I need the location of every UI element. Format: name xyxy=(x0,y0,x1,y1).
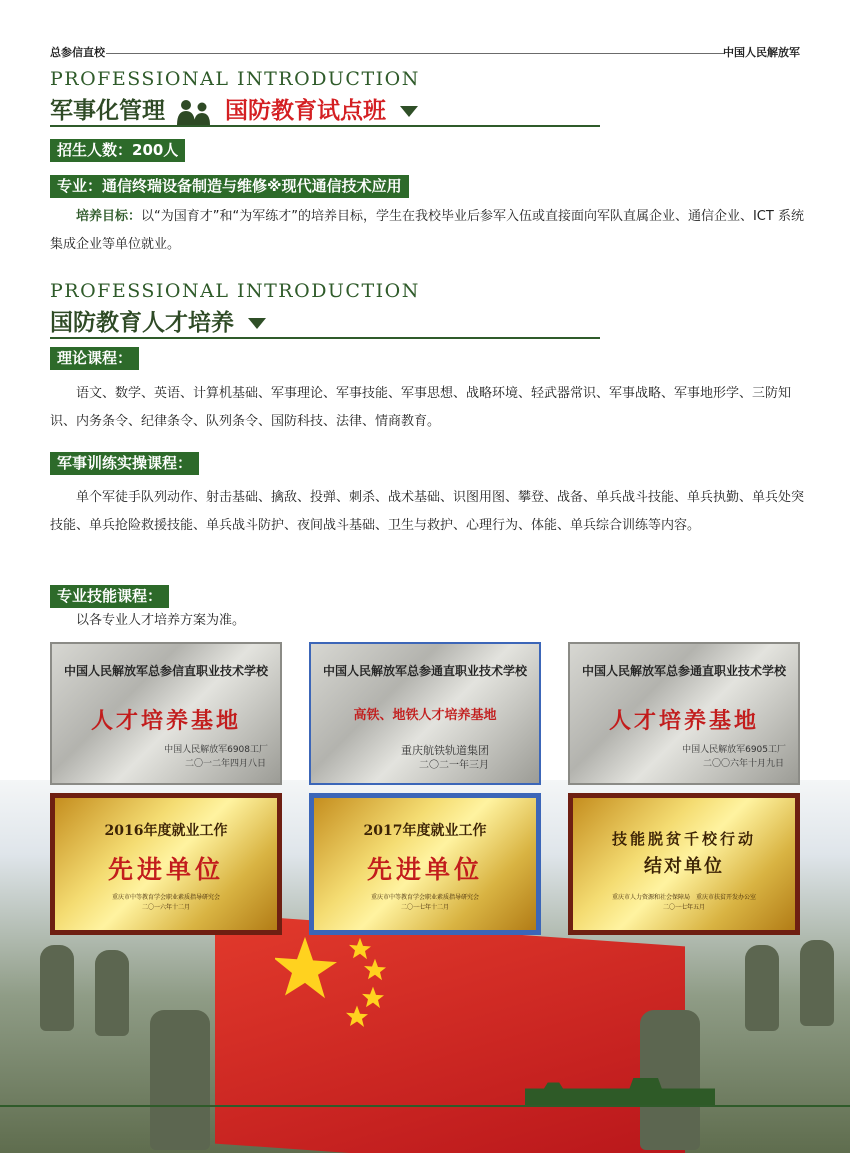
plaque-rail-talent-base xyxy=(309,642,541,785)
plaque-date: 二〇一七年十二月 xyxy=(400,904,449,911)
section1-cn-title xyxy=(50,92,418,125)
plaque-issuer: 重庆市中等教育学会职业素质指导研究会 xyxy=(111,894,220,901)
section1-title-part2: 国防教育试点班 xyxy=(225,98,387,124)
soldier-figure xyxy=(800,940,834,1026)
plaque-date: 二〇一二年四月八日 xyxy=(184,759,266,769)
military-course-text: 单个军徒手队列动作、射击基础、擒敌、投弹、刺杀、战术基础、识图用图、攀登、战备、单兵战斗技能、单兵执勤、单兵处突技能、单兵抢险救援技能、单兵战斗防护、夜间战斗基础、卫生与救护、心理行为、体能、单兵综合训练等内容。 xyxy=(50,490,805,533)
section1-title-underline xyxy=(50,125,600,127)
plaque-issuer: 重庆市人力资源和社会保障局 重庆市扶贫开发办公室 xyxy=(611,894,756,901)
soldier-figure xyxy=(150,1010,210,1150)
training-goal-label: 培养目标： xyxy=(76,209,142,224)
plaque-campaign-title: 技能脱贫千校行动 xyxy=(611,830,756,848)
plaque-issuer: 重庆航铁轨道集团 xyxy=(401,744,489,757)
people-icon xyxy=(175,99,215,125)
plaque-title: 人才培养基地 xyxy=(608,708,759,734)
plaque-date: 二〇一六年十二月 xyxy=(141,904,190,911)
plaque-school-name: 中国人民解放军总参信直职业技术学校 xyxy=(63,664,268,678)
plaque-date: 二〇二一年三月 xyxy=(419,760,489,771)
soldier-figure xyxy=(745,945,779,1031)
section2-cn-title xyxy=(50,304,266,337)
plaque-award: 先进单位 xyxy=(366,855,483,884)
training-goal-paragraph xyxy=(50,203,810,259)
section1-title-part1: 军事化管理 xyxy=(50,98,165,124)
military-course-badge: 军事训练实操课程： xyxy=(50,452,199,475)
plaque-date: 二〇一七年五月 xyxy=(662,904,705,911)
plaque-talent-base-2 xyxy=(568,642,800,785)
plaque-year-title: 2017年度就业工作 xyxy=(363,823,487,839)
plaque-poverty-alleviation-pairing xyxy=(568,793,800,935)
plaque-2016-advanced-unit xyxy=(50,793,282,935)
plaque-award: 先进单位 xyxy=(107,855,224,884)
plaque-year-title: 2016年度就业工作 xyxy=(104,823,228,839)
plaque-date: 二〇〇六年十月九日 xyxy=(702,759,784,769)
theory-course-text: 语文、数学、英语、计算机基础、军事理论、军事技能、军事思想、战略环境、轻武器常识、军事战略、军事地形学、三防知识、内务条令、纪律条令、队列条令、国防科技、法律、情商教育。 xyxy=(50,386,792,429)
header-school-name: 总参信直校 xyxy=(50,46,105,59)
plaque-talent-base-1 xyxy=(50,642,282,785)
major-badge: 专业：通信终瑞设备制造与维修※现代通信技术应用 xyxy=(50,175,409,198)
plaque-school-name: 中国人民解放军总参通直职业技术学校 xyxy=(581,664,786,678)
plaque-issuer: 重庆市中等教育学会职业素质指导研究会 xyxy=(370,894,479,901)
triangle-down-icon xyxy=(248,318,266,329)
plaque-title: 人才培养基地 xyxy=(90,708,241,734)
soldier-figure xyxy=(40,945,74,1031)
flag-stars-icon xyxy=(275,930,415,1040)
header-army-name: 中国人民解放军 xyxy=(723,46,800,59)
plaque-2017-advanced-unit xyxy=(309,793,541,935)
plaque-award: 结对单位 xyxy=(644,856,724,877)
national-flag xyxy=(215,914,685,1153)
skill-course-text: 以各专业人才培养方案为准。 xyxy=(76,613,246,628)
training-goal-text: 以“为国育才”和“为军练才”的培养目标，学生在我校毕业后参军入伍或直接面向军队直属企业、通信企业、ICT 系统集成企业等单位就业。 xyxy=(50,209,804,252)
header-divider xyxy=(106,53,724,54)
section1-en-title: PROFESSIONAL INTRODUCTION xyxy=(50,68,420,90)
theory-course-badge: 理论课程： xyxy=(50,347,139,370)
soldier-figure xyxy=(95,950,129,1036)
plaque-issuer: 中国人民解放军6905工厂 xyxy=(682,745,786,755)
plaque-title: 高铁、地铁人才培养基地 xyxy=(353,708,497,723)
skill-course-badge: 专业技能课程： xyxy=(50,585,169,608)
enrollment-badge: 招生人数：200人 xyxy=(50,139,185,162)
triangle-down-icon xyxy=(400,106,418,117)
page-header xyxy=(50,44,800,60)
section2-title-underline xyxy=(50,337,600,339)
plaque-school-name: 中国人民解放军总参通直职业技术学校 xyxy=(322,664,527,678)
section2-title-text: 国防教育人才培养 xyxy=(50,310,234,336)
section2-en-title: PROFESSIONAL INTRODUCTION xyxy=(50,280,420,302)
plaque-issuer: 中国人民解放军6908工厂 xyxy=(164,745,268,755)
footer-divider xyxy=(0,1105,850,1107)
